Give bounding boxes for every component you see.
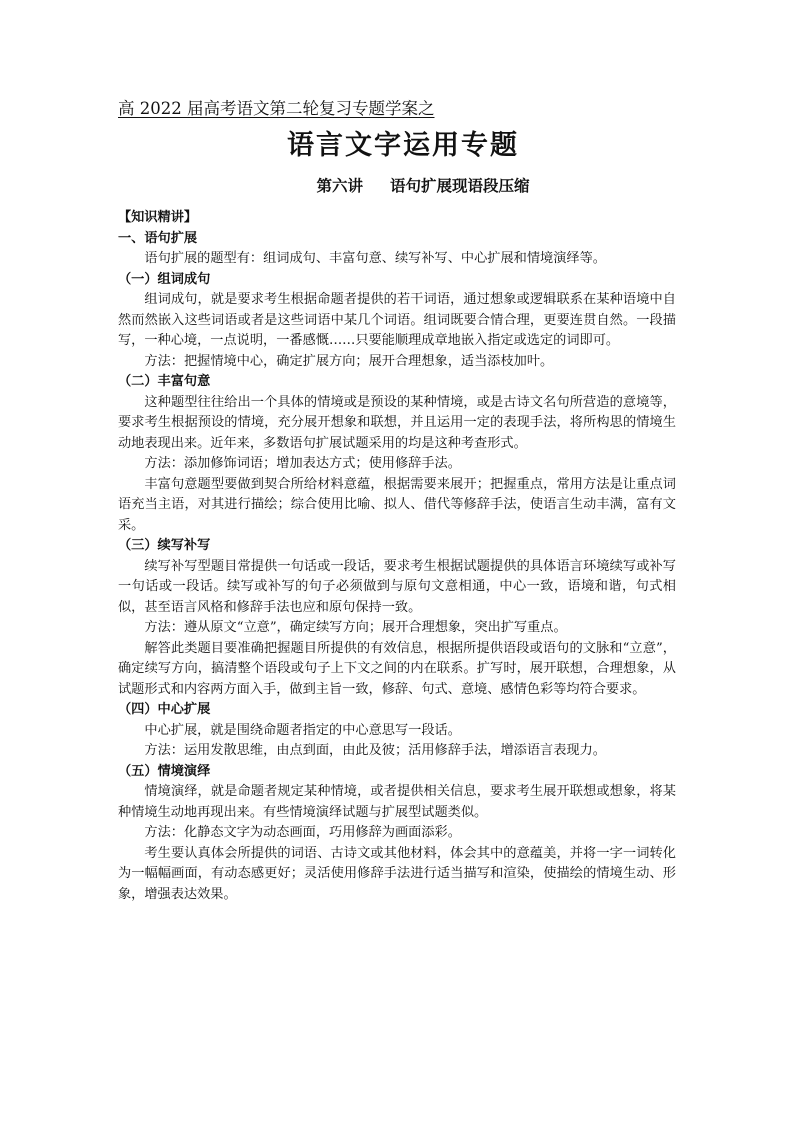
sub5-heading: （五）情境演绎 (118, 763, 211, 779)
sub3-paragraph-1: 续写补写型题目常提供一句话或一段话，要求考生根据试题提供的具体语言环境续写或补写一句话或一段话。续写或补写的句子必须做到与原句文意相通，中心一致，语境和谐，句式相似，甚至语言风格和修辞手法也应和原句保持一致。 (118, 558, 676, 615)
section-label: 【知识精讲】 (118, 210, 198, 225)
part1-heading: 一、语句扩展 (118, 230, 198, 246)
sub1-heading: （一）组词成句 (118, 271, 211, 287)
sub4-heading: （四）中心扩展 (118, 702, 211, 717)
sub2-paragraph-1: 这种题型往往给出一个具体的情境或是预设的某种情境，或是古诗文名句所营造的意境等，要求考生根据预设的情境，充分展开想象和联想，并且运用一定的表现手法，将所构思的情境生动地表现出来。近年来，多数语句扩展试题采用的均是这种考查形式。 (118, 394, 676, 451)
sub2-paragraph-2: 方法：添加修饰词语；增加表达方式；使用修辞手法。 (144, 456, 461, 471)
sub2-paragraph-3: 丰富句意题型要做到契合所给材料意蕴，根据需要来展开；把握重点，常用方法是让重点词语充当主语，对其进行描绘；综合使用比喻、拟人、借代等修辞手法，使语言生动丰满，富有文采。 (118, 476, 676, 533)
sub3-paragraph-3: 解答此类题目要准确把握题目所提供的有效信息，根据所提供语段或语句的文脉和“立意”，确定续写方向，搞清整个语段或句子上下文之间的内在联系。扩写时，展开联想，合理想象，从试题形式和内容两方面入手，做到主旨一致，修辞、句式、意境、感情色彩等均符合要求。 (118, 640, 676, 697)
sub4-paragraph-1: 中心扩展，就是围绕命题者指定的中心意思写一段话。 (144, 722, 461, 738)
sub2-heading: （二）丰富句意 (118, 374, 211, 389)
document-page (118, 98, 676, 905)
lecture-title: 第六讲 语句扩展现语段压缩 (316, 176, 530, 195)
part1-intro: 语句扩展的题型有：组词成句、丰富句意、续写补写、中心扩展和情境演绎等。 (144, 251, 606, 266)
sub1-paragraph-2: 方法：把握情境中心，确定扩展方向；展开合理想象，适当添枝加叶。 (144, 353, 554, 369)
sub4-paragraph-2: 方法：运用发散思维，由点到面，由此及彼；活用修辞手法，增添语言表现力。 (144, 743, 606, 758)
document-body (118, 208, 676, 905)
sub5-paragraph-2: 方法：化静态文字为动态画面，巧用修辞为画面添彩。 (144, 825, 461, 840)
sub1-paragraph-1: 组词成句，就是要求考生根据命题者提供的若干词语，通过想象或逻辑联系在某种语境中自然而然嵌入这些词语或者是这些词语中某几个词语。组词既要合情合理，更要连贯自然。一段描写，一种心境，一点说明，一番感慨……只要能顺理成章地嵌入指定或选定的词即可。 (118, 292, 676, 348)
series-title: 高 2022 届高考语文第二轮复习专题学案之 (118, 99, 435, 118)
sub5-paragraph-1: 情境演绎，就是命题者规定某种情境，或者提供相关信息，要求考生展开联想或想象，将某种情境生动地再现出来。有些情境演绎试题与扩展型试题类似。 (118, 784, 676, 820)
sub3-paragraph-2: 方法：遵从原文“立意”，确定续写方向；展开合理想象，突出扩写重点。 (144, 620, 567, 635)
sub3-heading: （三）续写补写 (118, 538, 211, 553)
sub5-paragraph-3: 考生要认真体会所提供的词语、古诗文或其他材料，体会其中的意蕴美，并将一字一词转化为一幅幅画面，有动态感更好；灵活使用修辞手法进行适当描写和渲染，使描绘的情境生动、形象，增强表达效果。 (118, 845, 676, 902)
main-title: 语言文字运用专题 (287, 130, 519, 161)
